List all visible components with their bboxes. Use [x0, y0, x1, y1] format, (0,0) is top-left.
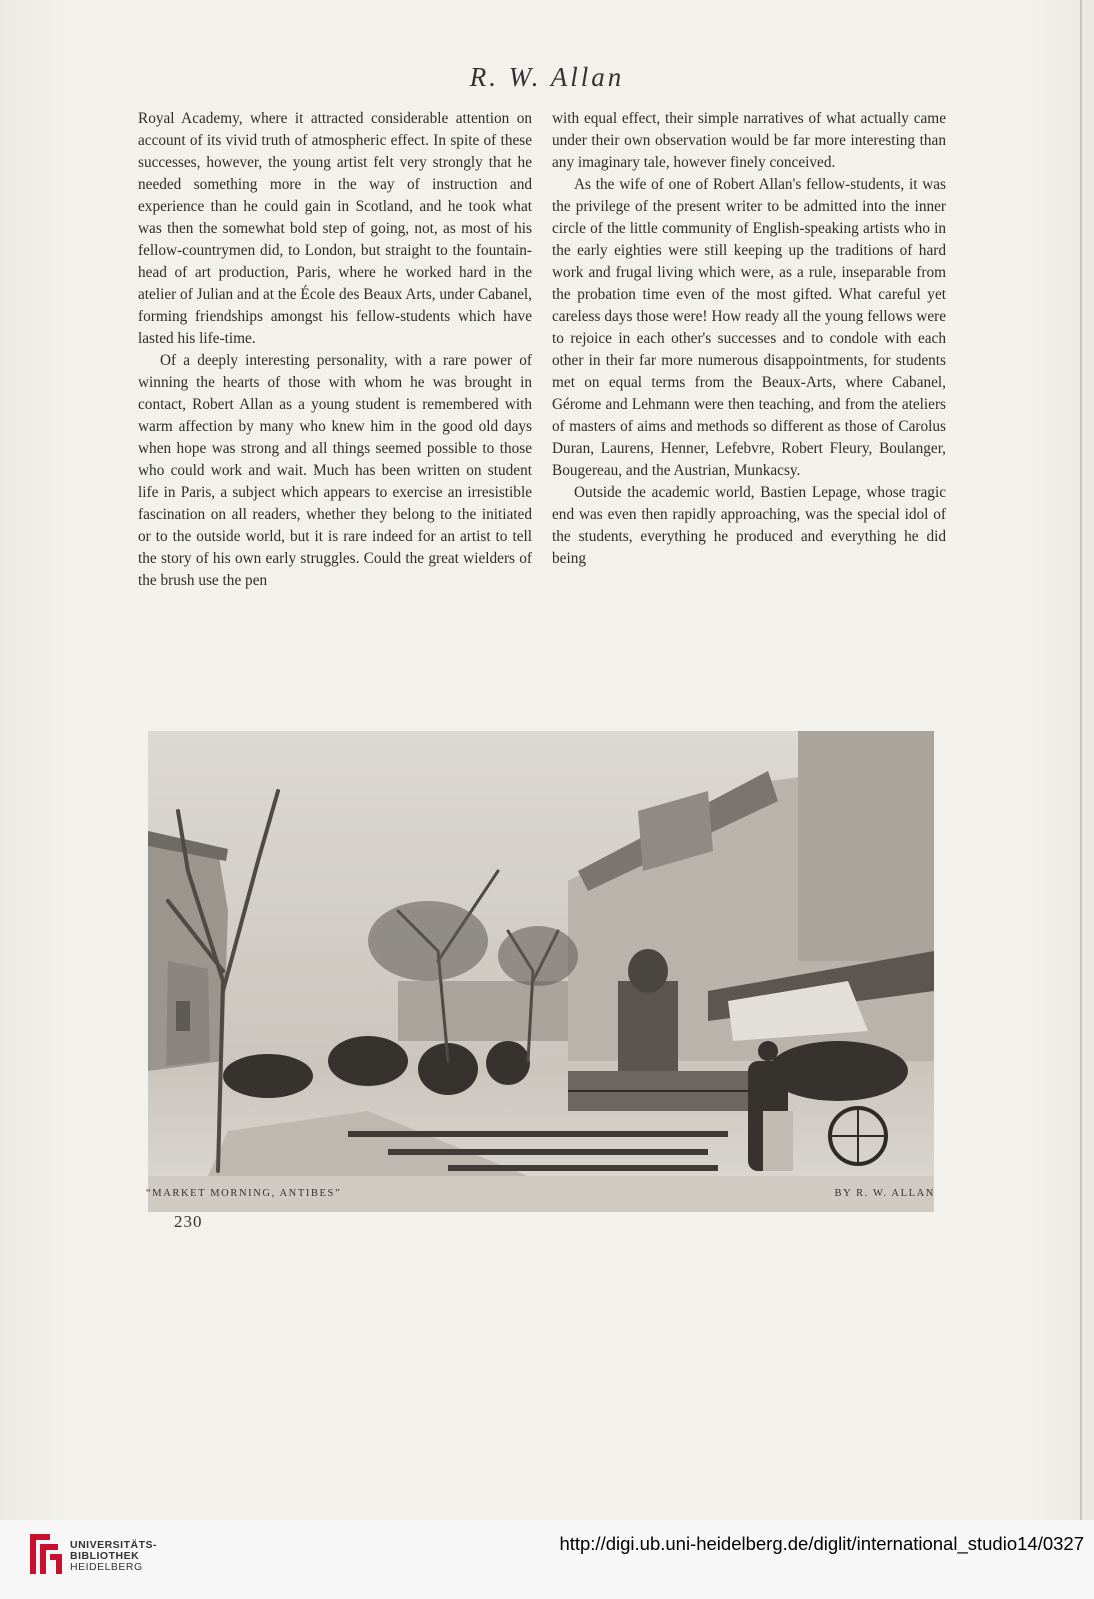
paragraph: As the wife of one of Robert Allan's fellow-students, it was the privilege of the present writer to be admitted into the inner circle of the little community of English-speaking artists who in the early eighties were still keeping up the traditions of hard work and frugal living which were, as a rule, inseparable from the probation time even of the most gifted. What careful yet careless days those were! How ready all the young fellows were to rejoice in each other's successes and to condole with each other in their far more numerous disappointments, for students met on equal terms from the Beaux-Arts, where Cabanel, Gérome and Lehmann were then teaching, and from the ateliers of masters of aims and methods so different as those of Carolus Duran, Laurens, Henner, Lefebvre, Robert Fleury, Boulanger, Bougereau, and the Austrian, Munkacsy. [552, 176, 946, 479]
library-name-line: BIBLIOTHEK [70, 1550, 140, 1562]
paragraph: Outside the academic world, Bastien Lepage, whose tragic end was even then rapidly approaching, was the special idol of the students, everything he produced and everything he did being [552, 484, 946, 567]
text-column-left [138, 108, 532, 592]
text-column-right [552, 108, 946, 570]
painting-image [148, 731, 934, 1176]
source-url-link[interactable]: http://digi.ub.uni-heidelberg.de/diglit/international_studio14/0327 [559, 1533, 1084, 1554]
library-name-line: HEIDELBERG [70, 1561, 143, 1573]
footer-bar [0, 1520, 1094, 1599]
university-library-logo-icon [24, 1530, 64, 1578]
paragraph: Royal Academy, where it attracted considerable attention on account of its vivid truth of atmospheric effect. In spite of these successes, however, the young artist felt very strongly that he needed something more in the way of instruction and experience than he could gain in Scotland, and he took what was then the somewhat bold step of going, not, as most of his fellow-countrymen did, to London, but straight to the fountain-head of art production, Paris, where he worked hard in the atelier of Julian and at the École des Beaux Arts, under Cabanel, forming friendships amongst his fellow-students which have lasted his life-time. [138, 110, 532, 347]
page-number: 230 [174, 1212, 203, 1231]
plate-caption-title: “MARKET MORNING, ANTIBES” [146, 1188, 342, 1199]
paragraph: Of a deeply interesting personality, with a rare power of winning the hearts of those with whom he was brought in contact, Robert Allan as a young student is remembered with warm affection by many who knew him in the good old days when hope was strong and all things seemed possible to those who could work and wait. Much has been written on student life in Paris, a subject which appears to exercise an irresistible fascination on all readers, whether they belong to the initiated or to the outside world, but it is rare indeed for an artist to tell the story of his own early struggles. Could the great wielders of the brush use the pen [138, 352, 532, 589]
page-edge-line [1080, 0, 1082, 1520]
painting-plate-market-morning [148, 731, 934, 1212]
library-name-line: UNIVERSITÄTS- [70, 1539, 158, 1551]
paragraph: with equal effect, their simple narratives of what actually came under their own observation would be far more interesting than any imaginary tale, however finely conceived. [552, 110, 946, 171]
running-head: R. W. Allan [469, 62, 625, 92]
plate-caption-artist: BY R. W. ALLAN [834, 1188, 935, 1199]
library-name [70, 1540, 157, 1573]
